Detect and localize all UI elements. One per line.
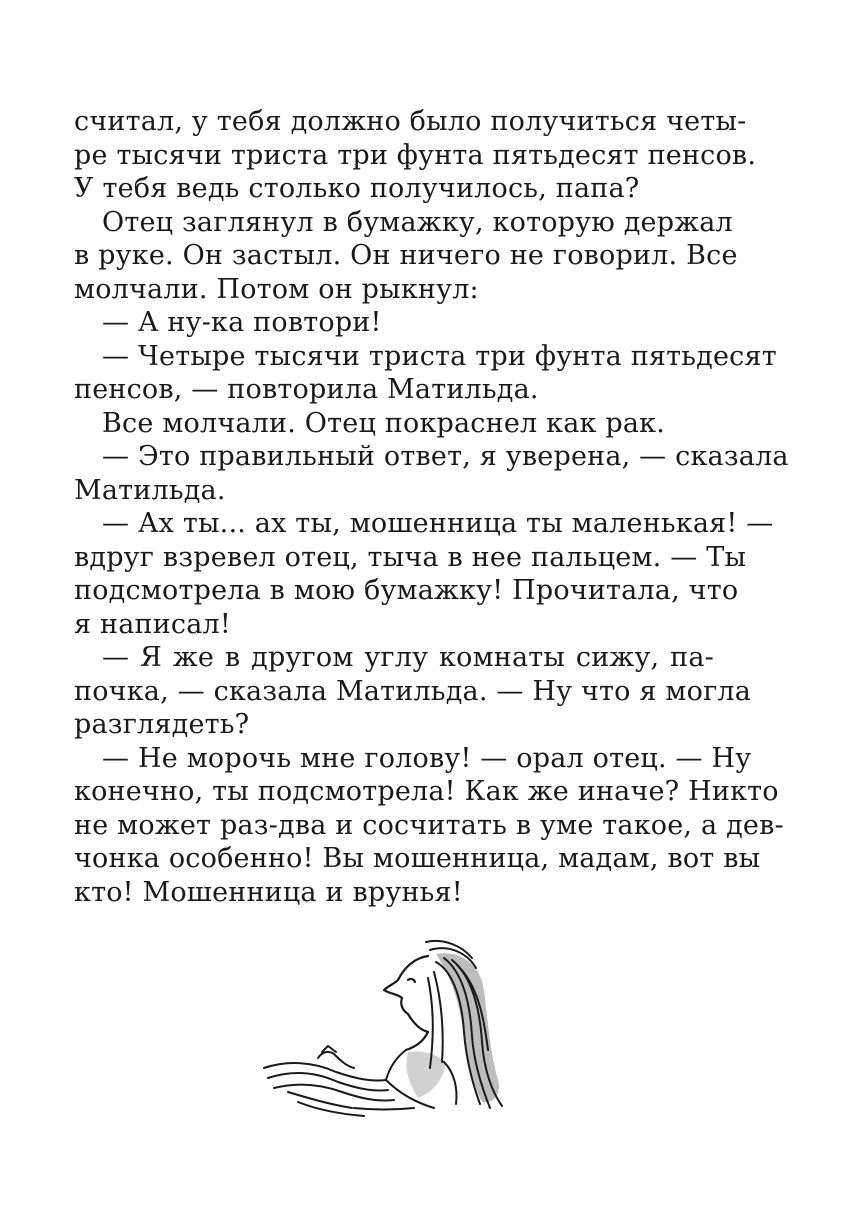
text-line: ре тысячи триста три фунта пятьдесят пенсов. [74, 139, 757, 171]
girl-reading-illustration [258, 932, 522, 1122]
text-line: чонка особенно! Вы мошенница, мадам, вот вы [74, 843, 761, 874]
text-line: пенсов, — повторила Матильда. [74, 374, 539, 405]
text-line: подсмотрела в мою бумажку! Прочитала, что [74, 575, 739, 606]
body-text [74, 105, 789, 909]
text-line: — Я же в другом углу комнаты сижу, па- [102, 642, 714, 673]
text-line: — Не морочь мне голову! — орал отец. — Ну [102, 742, 752, 774]
text-line: молчали. Потом он рыкнул: [74, 273, 479, 305]
text-line: Матильда. [74, 474, 226, 506]
text-line: — Ах ты... ах ты, мошенница ты маленькая! — [102, 508, 774, 539]
text-line: конечно, ты подсмотрела! Как же иначе? Никто [74, 776, 779, 807]
text-line: я написал! [74, 608, 231, 640]
text-line: почка, — сказала Матильда. — Ну что я могла [74, 675, 752, 707]
text-line: Отец заглянул в бумажку, которую держал [102, 206, 733, 238]
text-line: разглядеть? [74, 709, 250, 740]
text-line: кто! Мошенница и врунья! [74, 876, 463, 908]
text-line: У тебя ведь столько получилось, папа? [74, 173, 640, 204]
text-line: — Это правильный ответ, я уверена, — сказала [102, 441, 789, 472]
text-line: Все молчали. Отец покраснел как рак. [102, 407, 665, 439]
text-line: в руке. Он застыл. Он ничего не говорил. Все [74, 240, 738, 271]
text-line: — А ну-ка повтори! [102, 307, 382, 338]
text-line: — Четыре тысячи триста три фунта пятьдесят [102, 340, 777, 372]
text-line: считал, у тебя должно было получиться четы- [74, 106, 747, 137]
text-line: не может раз-два и сосчитать в уме такое, а дев- [74, 809, 784, 841]
text-line: вдруг взревел отец, тыча в нее пальцем. — Ты [74, 541, 747, 573]
